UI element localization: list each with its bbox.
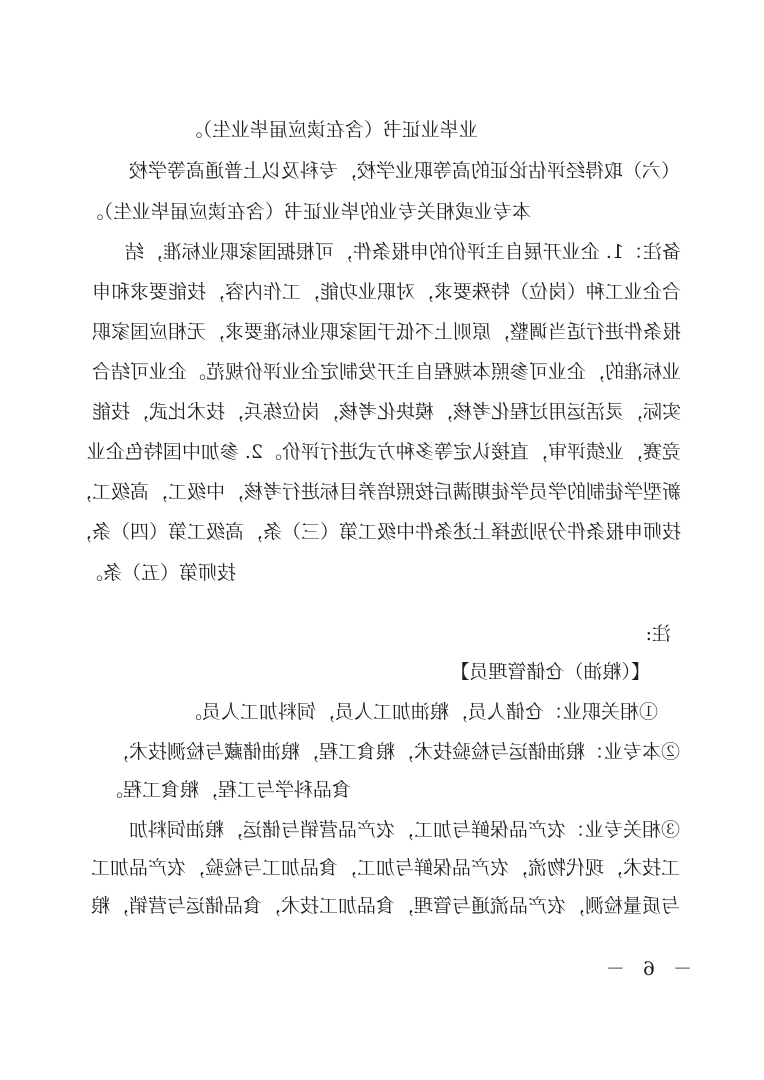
text-line: 新型学徒制的学员学徒期满后按照培养目标进行考核，中级工，高级工， bbox=[72, 481, 681, 503]
list-item: 工技术，现代物流，农产品保鲜与加工，食品加工与检验，农产品加工 bbox=[90, 857, 680, 879]
text-line: 备注：1. 企业开展自主评价的申报条件，可根据国家职业标准，结 bbox=[124, 241, 681, 263]
text-line: 技师申报条件分别选择上述条件中级工第（三）条，高级工第（四）条， bbox=[72, 521, 681, 543]
list-item: 与质量检测，农产品流通与管理，食品加工技术，食品储运与营销，粮 bbox=[90, 895, 680, 917]
text-line: 技师第（五）条。 bbox=[83, 562, 236, 584]
text-line: 本专业或相关专业的毕业证书（含在读应届毕业生）。 bbox=[84, 201, 531, 223]
text-line: 合企业工种（岗位）特殊要求，对职业功能，工作内容，技能要求和申 bbox=[91, 281, 681, 303]
list-item: ③相关专业：农产品保鲜与加工，农产品营销与储运，粮油饲料加 bbox=[128, 819, 680, 841]
text-line: 竞赛，业绩评审，直接认定等多种方式进行评价。2. 参加中国特色企业 bbox=[86, 441, 681, 463]
text-line: 报条件进行适当调整，原则上不低于国家职业标准要求，无相应国家职 bbox=[91, 321, 681, 343]
section-heading: 【（粮油）仓储管理员】 bbox=[450, 661, 650, 683]
list-item: ①相关职业：仓储人员，粮油加工人员，饲料加工人员。 bbox=[182, 701, 658, 723]
list-item: ②本专业：粮油储运与检验技术，粮食工程，粮油储藏与检测技术， bbox=[109, 741, 680, 763]
text-line: 业标准的，企业可参照本规程自主开发制定企业评价规范。企业可结合 bbox=[91, 361, 681, 383]
text-line: （六）取得经评估论证的高等职业学校，专科及以上普通高等学校 bbox=[128, 160, 680, 182]
page-number: － 6 － bbox=[599, 958, 692, 980]
text-line: 实际，灵活运用过程化考核，模块化考核，岗位练兵，技术比武，技能 bbox=[91, 401, 681, 423]
note-label: 注: bbox=[645, 623, 671, 645]
text-line: 业毕业证书（含在读应届毕业生）。 bbox=[183, 119, 478, 141]
list-item: 食品科学与工程，粮食工程。 bbox=[103, 779, 351, 801]
